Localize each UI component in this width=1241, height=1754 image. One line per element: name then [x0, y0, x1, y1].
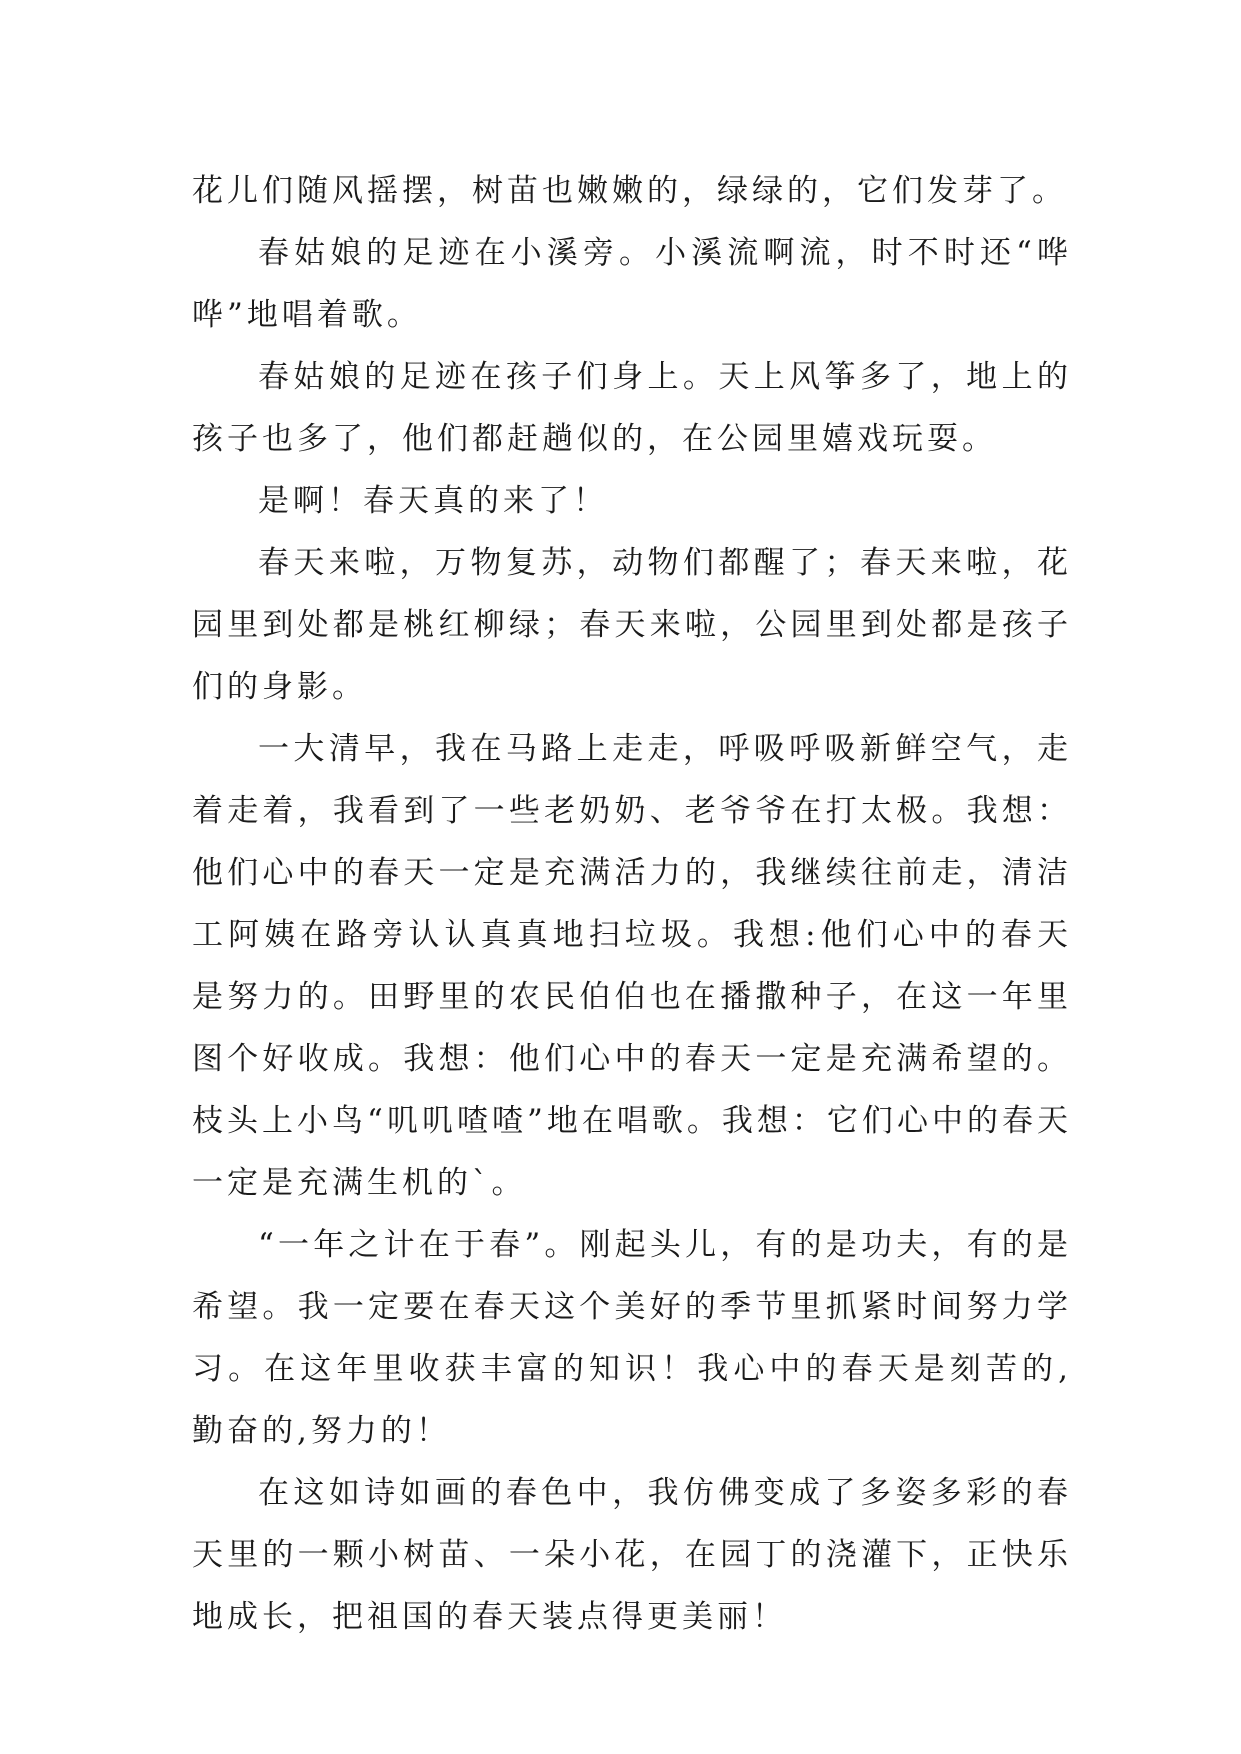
paragraph-8: 在这如诗如画的春色中，我仿佛变成了多姿多彩的春天里的一颗小树苗、一朵小花，在园丁的浇灌下，正快乐地成长，把祖国的春天装点得更美丽！ [192, 1475, 1072, 1635]
document-body [192, 160, 1072, 1648]
paragraph-7: “一年之计在于春”。刚起头儿，有的是功夫，有的是希望。我一定要在春天这个美好的季节里抓紧时间努力学习。在这年里收获丰富的知识！我心中的春天是刻苦的,勤奋的,努力的！ [192, 1227, 1072, 1449]
paragraph-5: 春天来啦，万物复苏，动物们都醒了；春天来啦，花园里到处都是桃红柳绿；春天来啦，公园里到处都是孩子们的身影。 [192, 545, 1072, 705]
paragraph-3: 春姑娘的足迹在孩子们身上。天上风筝多了，地上的孩子也多了，他们都赶趟似的，在公园里嬉戏玩耍。 [192, 359, 1072, 457]
paragraph-1: 花儿们随风摇摆，树苗也嫩嫩的，绿绿的，它们发芽了。 [192, 173, 1067, 209]
paragraph-4: 是啊！春天真的来了！ [258, 483, 608, 519]
paragraph-2: 春姑娘的足迹在小溪旁。小溪流啊流，时不时还“哗哗”地唱着歌。 [192, 235, 1072, 333]
paragraph-6: 一大清早，我在马路上走走，呼吸呼吸新鲜空气，走着走着，我看到了一些老奶奶、老爷爷在打太极。我想：他们心中的春天一定是充满活力的，我继续往前走，清洁工阿姨在路旁认认真真地扫垃圾。我想:他们心中的春天是努力的。田野里的农民伯伯也在播撒种子，在这一年里图个好收成。我想：他们心中的春天一定是充满希望的。枝头上小鸟“叽叽喳喳”地在唱歌。我想：它们心中的春天一定是充满生机的`。 [192, 731, 1072, 1201]
